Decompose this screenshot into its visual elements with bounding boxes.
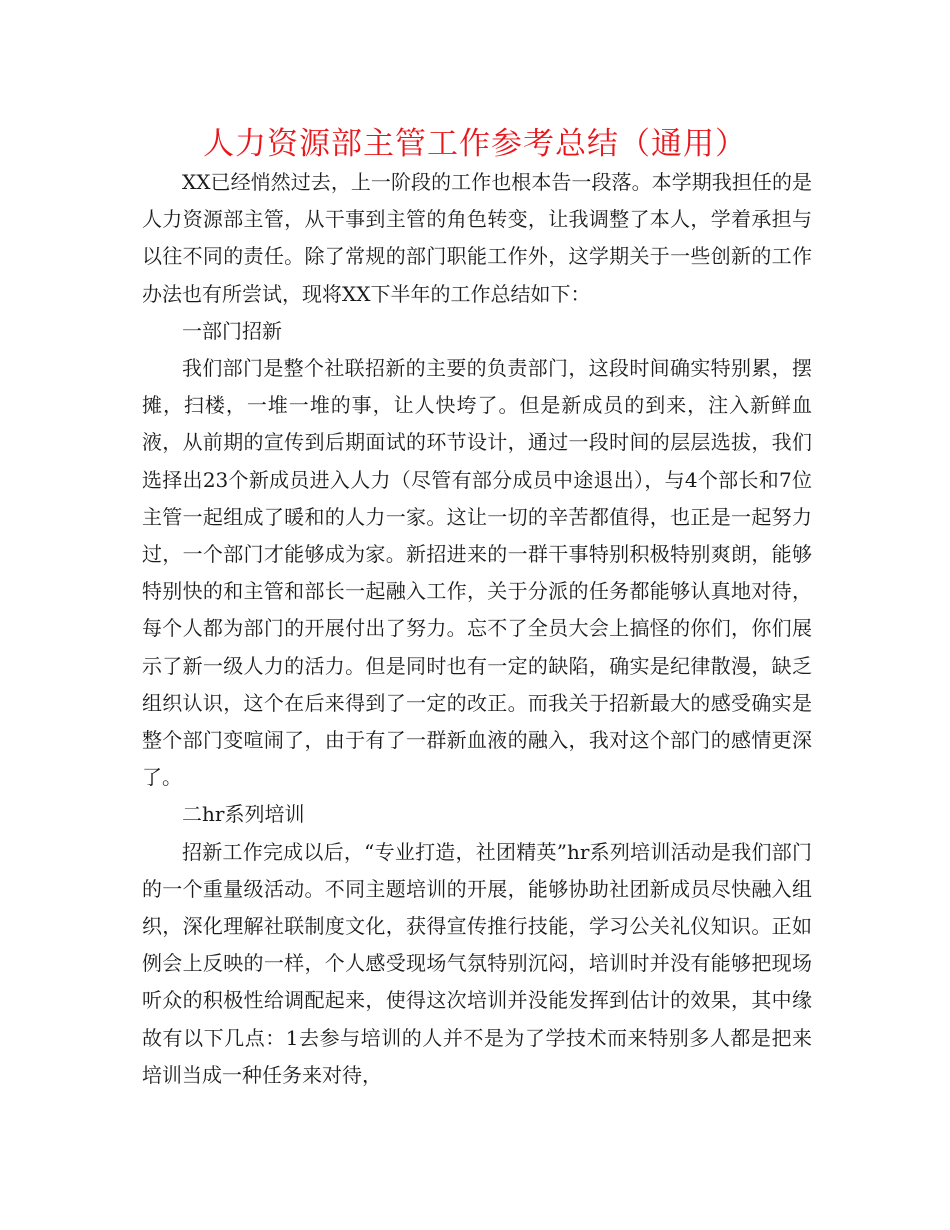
paragraph-hr-training: 招新工作完成以后，“专业打造，社团精英”hr系列培训活动是我们部门的一个重量级活动。不同主题培训的开展，能够协助社团新成员尽快融入组织，深化理解社联制度文化，获得宣传推行技能，学习公关礼仪知识。正如例会上反映的一样，个人感受现场气氛特别沉闷，培训时并没有能够把现场听众的积极性给调配起来，使得这次培训并没能发挥到估计的效果，其中缘故有以下几点：1去参与培训的人并不是为了学技术而来特别多人都是把来培训当成一种任务来对待，: [142, 839, 812, 1087]
section-heading-recruitment: 一部门招新: [182, 318, 282, 343]
document-title: 人力资源部主管工作参考总结（通用）: [203, 126, 747, 162]
paragraph-recruitment: 我们部门是整个社联招新的主要的负责部门，这段时间确实特别累，摆摊，扫楼，一堆一堆的事，让人快垮了。但是新成员的到来，注入新鲜血液，从前期的宣传到后期面试的环节设计，通过一段时间的层层选拔，我们选择出23个新成员进入人力（尽管有部分成员中途退出），与4个部长和7位主管一起组成了暖和的人力一家。这让一切的辛苦都值得，也正是一起努力过，一个部门才能够成为家。新招进来的一群干事特别积极特别爽朗，能够特别快的和主管和部长一起融入工作，关于分派的任务都能够认真地对待，每个人都为部门的开展付出了努力。忘不了全员大会上搞怪的你们，你们展示了新一级人力的活力。但是同时也有一定的缺陷，确实是纪律散漫，缺乏组织认识，这个在后来得到了一定的改正。而我关于招新最大的感受确实是整个部门变喧闹了，由于有了一群新血液的融入，我对这个部门的感情更深了。: [142, 356, 812, 790]
section-heading-hr-training: 二hr系列培训: [182, 802, 305, 827]
document-body: [142, 164, 812, 1094]
paragraph-intro: XX已经悄然过去，上一阶段的工作也根本告一段落。本学期我担任的是人力资源部主管，从干事到主管的角色转变，让我调整了本人，学着承担与以往不同的责任。除了常规的部门职能工作外，这学期关于一些创新的工作办法也有所尝试，现将XX下半年的工作总结如下：: [142, 170, 812, 306]
